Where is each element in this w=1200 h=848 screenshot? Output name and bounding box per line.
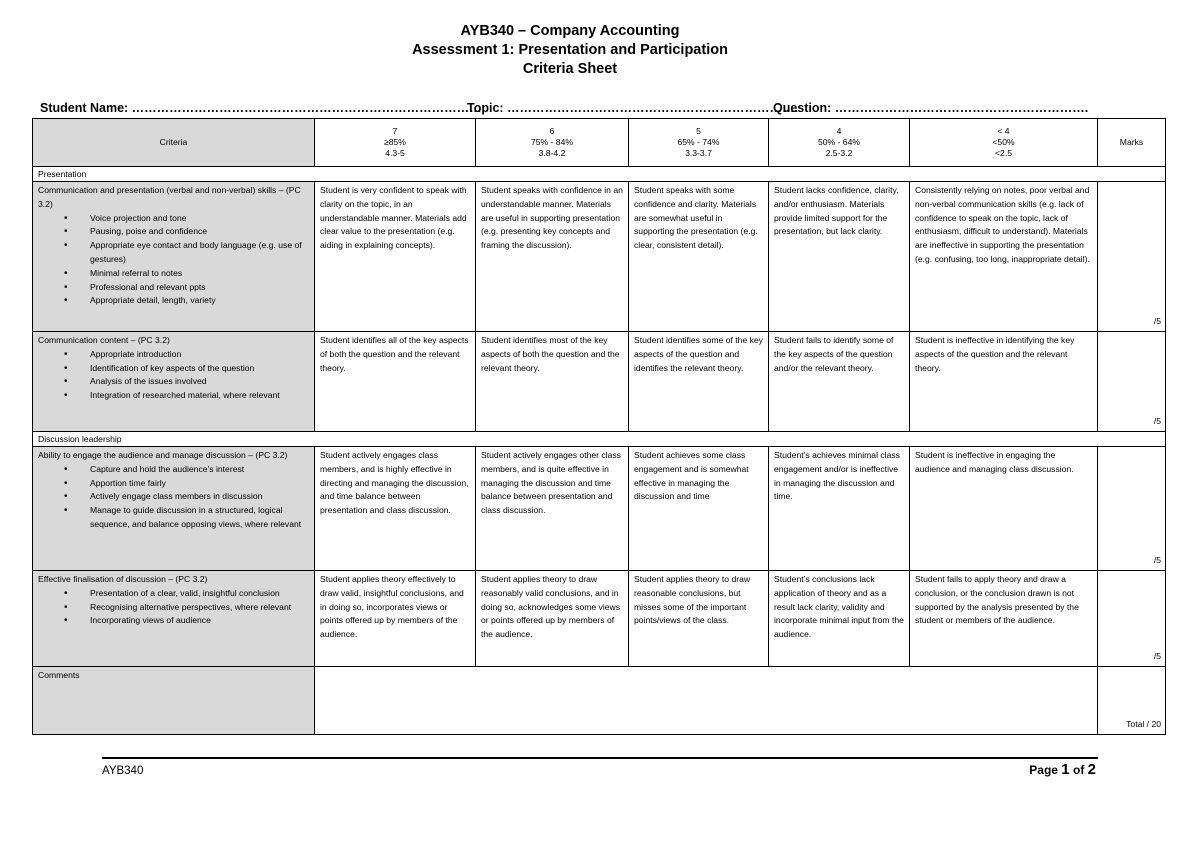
marks-cell[interactable]: /5: [1098, 332, 1166, 432]
sheet-title: Criteria Sheet: [522, 61, 618, 77]
descriptor-cell: Student applies theory effectively to draw valid, insightful conclusions, and in doing so, incorporates views or points offered up by members of the audience.: [315, 571, 476, 667]
descriptor-cell: Student actively engages other class members, and is quite effective in managing the discussion and time balance between presentation and class discussion.: [476, 447, 629, 571]
criterion-point: • Incorporating views of audience: [90, 614, 309, 628]
descriptor-cell: Student identifies some of the key aspects of the question and identifies the relevant theory.: [629, 332, 769, 432]
criterion-point: • Presentation of a clear, valid, insightful conclusion: [90, 587, 309, 601]
criterion-point: • Apportion time fairly: [90, 477, 309, 491]
criterion-point: • Pausing, poise and confidence: [90, 225, 309, 239]
criteria-header: Criteria: [33, 119, 315, 167]
descriptor-cell: Student fails to identify some of the key aspects of the question and/or the relevant theory.: [769, 332, 910, 432]
section-row: [33, 432, 1166, 447]
descriptor-cell: Student’s conclusions lack application of theory and as a result lack clarity, validity and incorporate minimal input from the audience.: [769, 571, 910, 667]
document-header: [0, 22, 1140, 79]
band-header: < 4 <50% <2.5: [910, 119, 1098, 167]
descriptor-cell: Student applies theory to draw reasonably valid conclusions, and in doing so, acknowledges some views or points offered up by members of the audience.: [476, 571, 629, 667]
section-presentation: Presentation: [33, 167, 1166, 182]
criterion-point: • Capture and hold the audience’s interest: [90, 463, 309, 477]
criterion-point: • Voice projection and tone: [90, 212, 309, 226]
criterion-point: • Identification of key aspects of the question: [90, 362, 309, 376]
student-info-row: [40, 101, 1160, 118]
descriptor-cell: Student is ineffective in identifying the key aspects of the question and the relevant theory.: [910, 332, 1098, 432]
criterion-row: [33, 332, 1166, 432]
criterion-cell: Communication and presentation (verbal and non-verbal) skills – (PC 3.2) • Voice projection and tone • Pausing, poise and confidence • Appropriate eye contact and body language (e.g. use of gestures) • Minimal referral to notes • Professional and relevant ppts • Appropriate detail, length, variety: [33, 182, 315, 332]
criterion-point: • Minimal referral to notes: [90, 267, 309, 281]
descriptor-cell: Student lacks confidence, clarity, and/or enthusiasm. Materials provide limited support for the presentation, but lack clarity.: [769, 182, 910, 332]
comments-input[interactable]: [315, 667, 1098, 735]
assessment-title: Assessment 1: Presentation and Participation: [412, 42, 728, 58]
criterion-cell: Ability to engage the audience and manage discussion – (PC 3.2) • Capture and hold the audience’s interest • Apportion time fairly • Actively engage class members in discussion • Manage to guide discussion in a structured, logical sequence, and balance opposing views, where relevant: [33, 447, 315, 571]
criterion-row: [33, 447, 1166, 571]
descriptor-cell: Student identifies all of the key aspects of both the question and the relevant theory.: [315, 332, 476, 432]
section-discussion: Discussion leadership: [33, 432, 1166, 447]
page-indicator: Page 1 of 2: [1029, 761, 1096, 778]
comments-label: Comments: [33, 667, 315, 735]
band-header: 7 ≥85% 4.3-5: [315, 119, 476, 167]
criterion-point: • Appropriate detail, length, variety: [90, 294, 309, 308]
band-header: 6 75% - 84% 3.8-4.2: [476, 119, 629, 167]
criterion-row: [33, 571, 1166, 667]
criterion-point: • Recognising alternative perspectives, where relevant: [90, 601, 309, 615]
footer-divider: [102, 757, 1098, 759]
marks-cell[interactable]: /5: [1098, 182, 1166, 332]
criterion-point: • Professional and relevant ppts: [90, 281, 309, 295]
marks-cell[interactable]: /5: [1098, 447, 1166, 571]
descriptor-cell: Student is ineffective in engaging the audience and managing class discussion.: [910, 447, 1098, 571]
descriptor-cell: Student speaks with confidence in an understandable manner. Materials are useful in supporting presentation (e.g. presenting key concepts and framing the discussion).: [476, 182, 629, 332]
descriptor-cell: Student’s achieves minimal class engagement and/or is ineffective in managing the discussion and time.: [769, 447, 910, 571]
criterion-row: [33, 182, 1166, 332]
descriptor-cell: Student actively engages class members, and is highly effective in directing and managing the discussion, and time balance between presentation and class discussion.: [315, 447, 476, 571]
marks-cell[interactable]: /5: [1098, 571, 1166, 667]
total-cell[interactable]: Total / 20: [1098, 667, 1166, 735]
criterion-point: • Actively engage class members in discussion: [90, 490, 309, 504]
descriptor-cell: Student fails to apply theory and draw a conclusion, or the conclusion drawn is not supported by the analysis presented by the student or members of the audience.: [910, 571, 1098, 667]
criterion-cell: Communication content – (PC 3.2) • Appropriate introduction • Identification of key aspects of the question • Analysis of the issues involved • Integration of researched material, where relevant: [33, 332, 315, 432]
descriptor-cell: Student speaks with some confidence and clarity. Materials are somewhat useful in supporting the presentation (e.g. clear, consistent detail).: [629, 182, 769, 332]
descriptor-cell: Student identifies most of the key aspects of both the question and the relevant theory.: [476, 332, 629, 432]
marks-header: Marks: [1098, 119, 1166, 167]
descriptor-cell: Student achieves some class engagement and is somewhat effective in managing the discussion and time: [629, 447, 769, 571]
descriptor-cell: Student is very confident to speak with clarity on the topic, in an understandable manner. Materials add clear value to the presentation (e.g. aiding in explaining concepts).: [315, 182, 476, 332]
criterion-point: • Manage to guide discussion in a structured, logical sequence, and balance opposing views, where relevant: [90, 504, 309, 532]
student-name-field[interactable]: Student Name: ………………………………………………………………………….: [40, 101, 486, 115]
band-header: 5 65% - 74% 3.3-3.7: [629, 119, 769, 167]
header-row: [33, 119, 1166, 167]
band-header: 4 50% - 64% 2.5-3.2: [769, 119, 910, 167]
criterion-cell: Effective finalisation of discussion – (PC 3.2) • Presentation of a clear, valid, insightful conclusion • Recognising alternative perspectives, where relevant • Incorporating views of audience: [33, 571, 315, 667]
footer-course-code: AYB340: [102, 765, 144, 777]
criterion-point: • Integration of researched material, where relevant: [90, 389, 309, 403]
criterion-point: • Appropriate eye contact and body language (e.g. use of gestures): [90, 239, 309, 267]
section-row: [33, 167, 1166, 182]
question-field[interactable]: Question: …………………………………………………….: [773, 101, 1089, 115]
criteria-table: [32, 118, 1166, 735]
comments-row: [33, 667, 1166, 735]
course-title: AYB340 – Company Accounting: [460, 23, 680, 39]
topic-field[interactable]: Topic: …………………………………………………………….: [467, 101, 799, 115]
descriptor-cell: Consistently relying on notes, poor verbal and non-verbal communication skills (e.g. lack of confidence to speak on the topic, lack of enthusiasm, difficult to understand). Materials are ineffective in supporting the presentation (e.g. confusing, too long, inappropriate detail).: [910, 182, 1098, 332]
criterion-point: • Appropriate introduction: [90, 348, 309, 362]
criterion-point: • Analysis of the issues involved: [90, 375, 309, 389]
descriptor-cell: Student applies theory to draw reasonable conclusions, but misses some of the important points/views of the class.: [629, 571, 769, 667]
